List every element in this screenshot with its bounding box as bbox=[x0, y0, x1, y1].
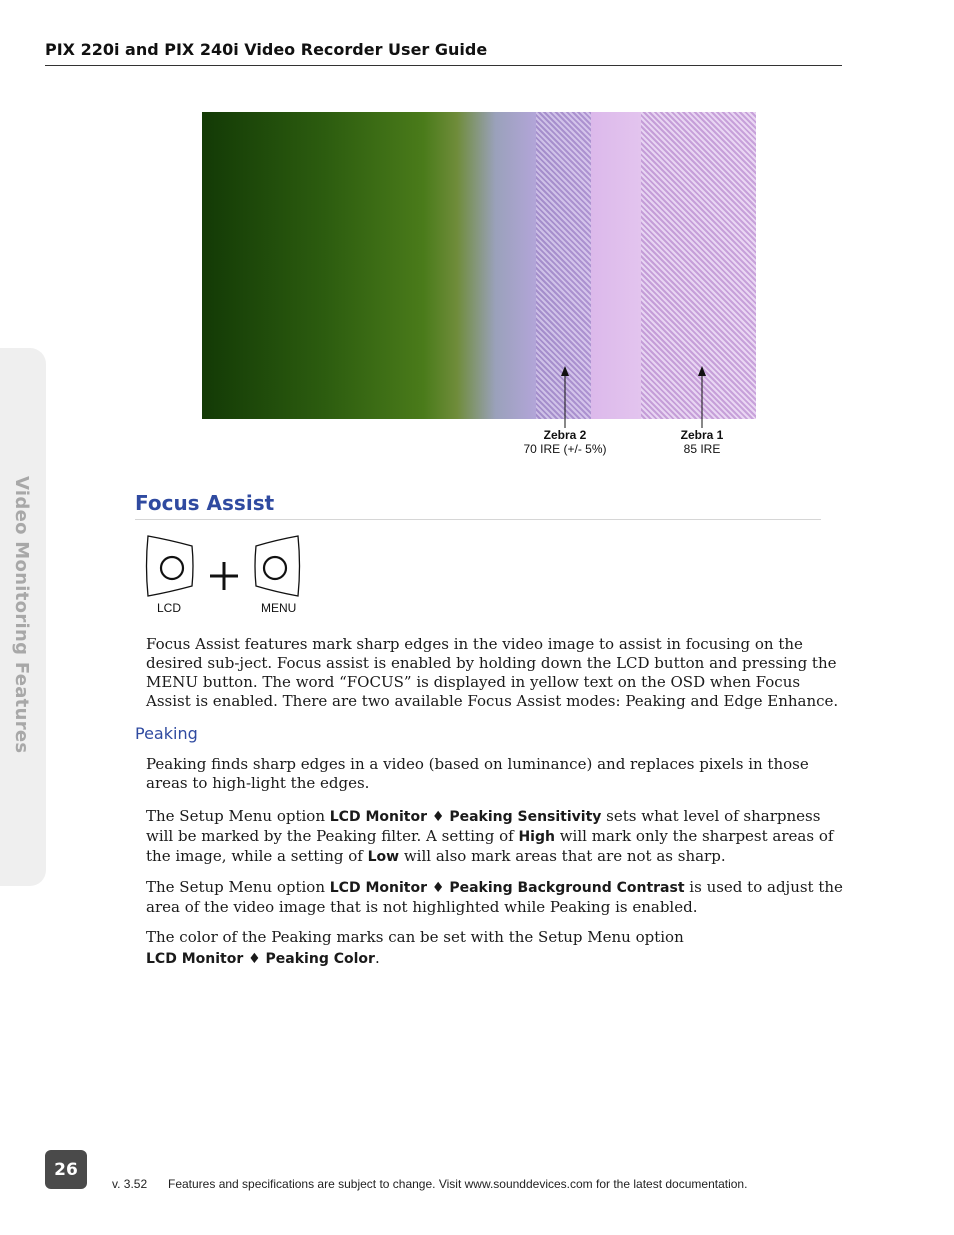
zebra2-label bbox=[505, 428, 625, 456]
text-run: The Setup Menu option bbox=[146, 807, 330, 825]
menu-button-label: MENU bbox=[261, 601, 297, 615]
lcd-plus-menu-button-diagram bbox=[140, 532, 310, 602]
mid-band bbox=[591, 112, 641, 419]
page-number-badge: 26 bbox=[45, 1150, 87, 1189]
menu-path-peaking-color: Peaking Color bbox=[265, 951, 375, 967]
text-run: The color of the Peaking marks can be set with the Setup Menu option bbox=[146, 928, 684, 946]
zebra1-label bbox=[652, 428, 752, 456]
zebra1-value: 85 IRE bbox=[683, 442, 721, 456]
side-tab-label: Video Monitoring Features bbox=[11, 476, 32, 754]
menu-path-peaking-sensitivity: Peaking Sensitivity bbox=[449, 809, 602, 825]
text-run: will mark only the sharpest areas of the image, while a setting of bbox=[146, 827, 834, 865]
section-rule bbox=[135, 519, 821, 520]
menu-separator-icon: ♦ bbox=[427, 880, 450, 896]
menu-path-lcd-monitor: LCD Monitor bbox=[146, 951, 244, 967]
text-run: . bbox=[374, 949, 380, 967]
peaking-paragraph-1: Peaking finds sharp edges in a video (based on luminance) and replaces pixels in those areas to high-light the edges. bbox=[146, 755, 809, 792]
zebra2-value: 70 IRE (+/- 5%) bbox=[523, 442, 607, 456]
menu-path-lcd-monitor: LCD Monitor bbox=[329, 809, 427, 825]
zebra1-name: Zebra 1 bbox=[680, 428, 724, 442]
menu-path-peaking-background-contrast: Peaking Background Contrast bbox=[449, 880, 685, 896]
subsection-title-peaking: Peaking bbox=[135, 724, 198, 743]
peaking-paragraph-3 bbox=[146, 878, 846, 917]
menu-separator-icon: ♦ bbox=[243, 951, 266, 967]
header-rule bbox=[45, 65, 842, 66]
zebra-figure-image bbox=[202, 112, 756, 419]
menu-path-lcd-monitor: LCD Monitor bbox=[329, 880, 427, 896]
text-run: is used to adjust the area of the video image that is not highlighted while Peaking is enabled. bbox=[146, 878, 843, 916]
peaking-paragraph-2 bbox=[146, 807, 846, 867]
footer bbox=[112, 1177, 747, 1191]
menu-separator-icon: ♦ bbox=[427, 809, 450, 825]
text-run: The Setup Menu option bbox=[146, 878, 330, 896]
header-title: PIX 220i and PIX 240i Video Recorder User Guide bbox=[45, 40, 488, 59]
zebra2-name: Zebra 2 bbox=[543, 428, 587, 442]
footer-text: Features and specifications are subject to change. Visit www.sounddevices.com for the latest documentation. bbox=[168, 1177, 748, 1191]
lcd-button-label: LCD bbox=[157, 601, 182, 615]
text-run: sets what level of sharpness will be marked by the Peaking filter. A setting of bbox=[146, 807, 821, 845]
peaking-paragraph-4 bbox=[146, 927, 846, 970]
zebra1-arrow-icon bbox=[695, 366, 709, 428]
footer-version: v. 3.52 bbox=[112, 1177, 148, 1191]
setting-low: Low bbox=[367, 849, 400, 865]
lcd-button-icon bbox=[147, 536, 194, 596]
zebra2-arrow-icon bbox=[558, 366, 572, 428]
focus-assist-intro-paragraph: Focus Assist features mark sharp edges in the video image to assist in focusing on the desired sub-ject. Focus assist is enabled by holding down the LCD button and pressing the MENU button. The word “FOCUS” is displayed in yellow text on the OSD when Focus Assist is enabled. There are two available Focus Assist modes: Peaking and Edge Enhance. bbox=[146, 635, 839, 710]
section-title-focus-assist: Focus Assist bbox=[135, 491, 275, 515]
plus-icon bbox=[210, 562, 238, 590]
text-run: will also mark areas that are not as sharp. bbox=[399, 847, 726, 865]
menu-button-icon bbox=[255, 536, 300, 596]
setting-high: High bbox=[518, 829, 555, 845]
